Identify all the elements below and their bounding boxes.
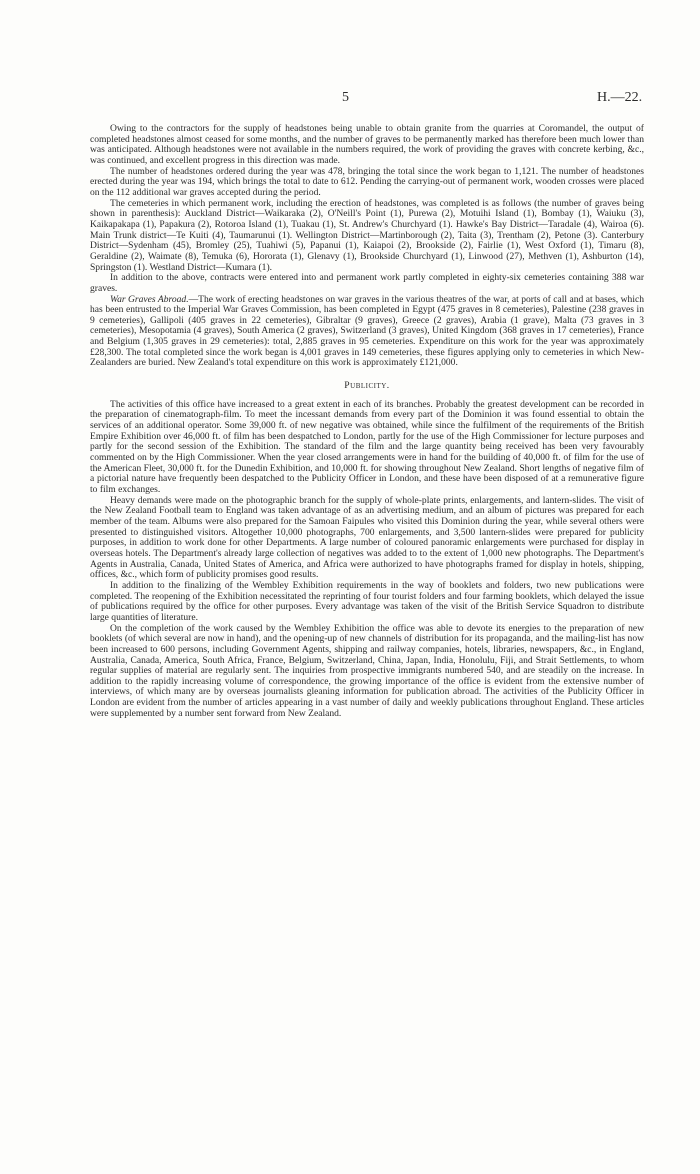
war-graves-abroad-lead: War Graves Abroad.	[110, 293, 189, 305]
section-heading-publicity: Publicity.	[344, 380, 390, 392]
paragraph-contracts: In addition to the above, contracts were entered into and permanent work partly completed in eighty-six cemeteries containing 388 war graves.	[90, 272, 644, 294]
paragraph-photographic: Heavy demands were made on the photographic branch for the supply of whole-plate prints, enlargements, and lantern-slides. The visit of the New Zealand Football team to England was taken advantage of as an advertising medium, and an album of pictures was prepared for each member of the team. Albums were also prepared for the Samoan Faipules who visited this Dominion during the year, while several others were presented to distinguished visitors. Altogether 10,000 photographs, 700 enlargements, and 3,500 lantern-slides were prepared for publicity purposes, in addition to work done for other Departments. A large number of coloured panoramic enlargements were purchased for display in overseas hotels. The Department's already large collection of negatives was added to to the extent of 1,000 new photographs. The Department's Agents in Australia, Canada, United States of America, and Africa were authorized to have photographs framed for display in hotels, shipping, offices, &c., which form of publicity promises good results.	[90, 494, 644, 581]
body-text	[90, 124, 644, 719]
paragraph-headstone-supply: Owing to the contractors for the supply of headstones being unable to obtain granite from the quarries at Coromandel, the output of completed headstones almost ceased for some months, and the number of graves to be permanently marked has therefore been much lower than was anticipated. Although headstones were not available in the numbers required, the work of providing the graves with concrete kerbing, &c., was continued, and excellent progress in this direction was made.	[90, 123, 644, 166]
report-reference: H.—22.	[597, 90, 643, 105]
paragraph-cinematograph: The activities of this office have increased to a great extent in each of its branches. Probably the greatest development can be recorded in the preparation of cinematograph-film. To meet the incessant demands from every part of the Dominion it was found essential to obtain the services of an additional operator. Some 39,000 ft. of new negative was obtained, while since the fulfilment of the requirements of the British Empire Exhibition over 46,000 ft. of film has been despatched to London, partly for the use of the High Commissioner for lecture purposes and partly for the second session of the Exhibition. The standard of the film and the large quantity being received has been very favourably commented on by the High Commissioner. When the year closed arrangements were in hand for the building of 40,000 ft. of film for the use of the American Fleet, 30,000 ft. for the Dunedin Exhibition, and 10,000 ft. for showing throughout New Zealand. Short lengths of negative film of a pictorial nature have frequently been despatched to the Publicity Officer in London, and these have been disposed of at a remunerative figure to film exchanges.	[90, 398, 644, 495]
paragraph-cemeteries-completed: The cemeteries in which permanent work, including the erection of headstones, was completed is as follows (the number of graves being shown in parenthesis): Auckland District—Waikaraka (2), O'Neill's Point (1), Purewa (2), Motuihi Island (1), Bombay (1), Waiuku (3), Kaikapakapa (1), Papakura (2), Rotoroa Island (1), Tuakau (1), St. Andrew's Churchyard (1). Hawke's Bay District—Taradale (4), Wairoa (6). Main Trunk district—Te Kuiti (4), Taumarunui (1). Wellington District—Martinborough (2), Taita (3), Trentham (2), Petone (3). Canterbury District—Sydenham (45), Bromley (25), Tuahiwi (5), Papanui (1), Kaiapoi (2), Brookside (2), Fairlie (1), West Oxford (1), Timaru (8), Geraldine (2), Waimate (8), Temuka (6), Hororata (1), Glenavy (1), Brookside Churchyard (1), Linwood (27), Methven (1), Ashburton (14), Springston (1). Westland District—Kumara (1).	[90, 197, 644, 273]
war-graves-abroad-text: —The work of erecting headstones on war graves in the various theatres of the war, at ports of call and at bases, which has been entrusted to the Imperial War Graves Commission, has been completed in Egypt (475 graves in 8 cemeteries), Palestine (238 graves in 9 cemeteries), Gallipoli (405 graves in 22 cemeteries), Gibraltar (9 graves), Greece (2 graves), Arabia (1 grave), Malta (73 graves in 3 cemeteries), Mesopotamia (4 graves), South America (2 graves), Switzerland (3 graves), United Kingdom (368 graves in 17 cemeteries), France and Belgium (1,305 graves in 29 cemeteries): total, 2,885 graves in 95 cemeteries. Expenditure on this work for the year was approximately £28,300. The total completed since the work began is 4,001 graves in 149 cemeteries, these figures applying only to cemeteries in which New-Zealanders are buried. New Zealand's total expenditure on this work is approximately £121,000.	[90, 293, 644, 369]
paragraph-wembley-publications: In addition to the finalizing of the Wembley Exhibition requirements in the way of booklets and folders, two new publications were completed. The reopening of the Exhibition necessitated the reprinting of four tourist folders and four farming booklets, which delayed the issue of publications required by the office for other purposes. Every advantage was taken of the visit of the British Service Squadron to distribute large quantities of literature.	[90, 579, 644, 623]
paragraph-headstone-numbers: The number of headstones ordered during the year was 478, bringing the total since the work began to 1,121. The number of headstones erected during the year was 194, which brings the total to date to 612. Pending the carrying-out of permanent work, wooden crosses were placed on the 112 additional war graves accepted during the period.	[90, 165, 644, 198]
paragraph-distribution: On the completion of the work caused by the Wembley Exhibition the office was able to devote its energies to the preparation of new booklets (of which several are now in hand), and the opening-up of new channels of distribution for its propaganda, and the mailing-list has now been increased to 600 persons, including Government Agents, shipping and railway companies, hotels, libraries, newspapers, &c., in England, Australia, Canada, America, South Africa, France, Belgium, Switzerland, China, Japan, India, Honolulu, Fiji, and Strait Settlements, to whom regular supplies of material are regularly sent. The inquiries from prospective immigrants numbered 540, and are steadily on the increase. In addition to the rapidly increasing volume of correspondence, the growing importance of the office is evident from the extensive number of interviews, of which many are by overseas journalists gleaning information for publication abroad. The activities of the Publicity Officer in London are evident from the number of articles appearing in a vast number of daily and weekly publications throughout England. These articles were supplemented by a number sent forward from New Zealand.	[90, 622, 644, 719]
page-header	[0, 90, 700, 110]
page-number: 5	[342, 90, 349, 105]
paragraph-war-graves-abroad	[90, 295, 644, 370]
